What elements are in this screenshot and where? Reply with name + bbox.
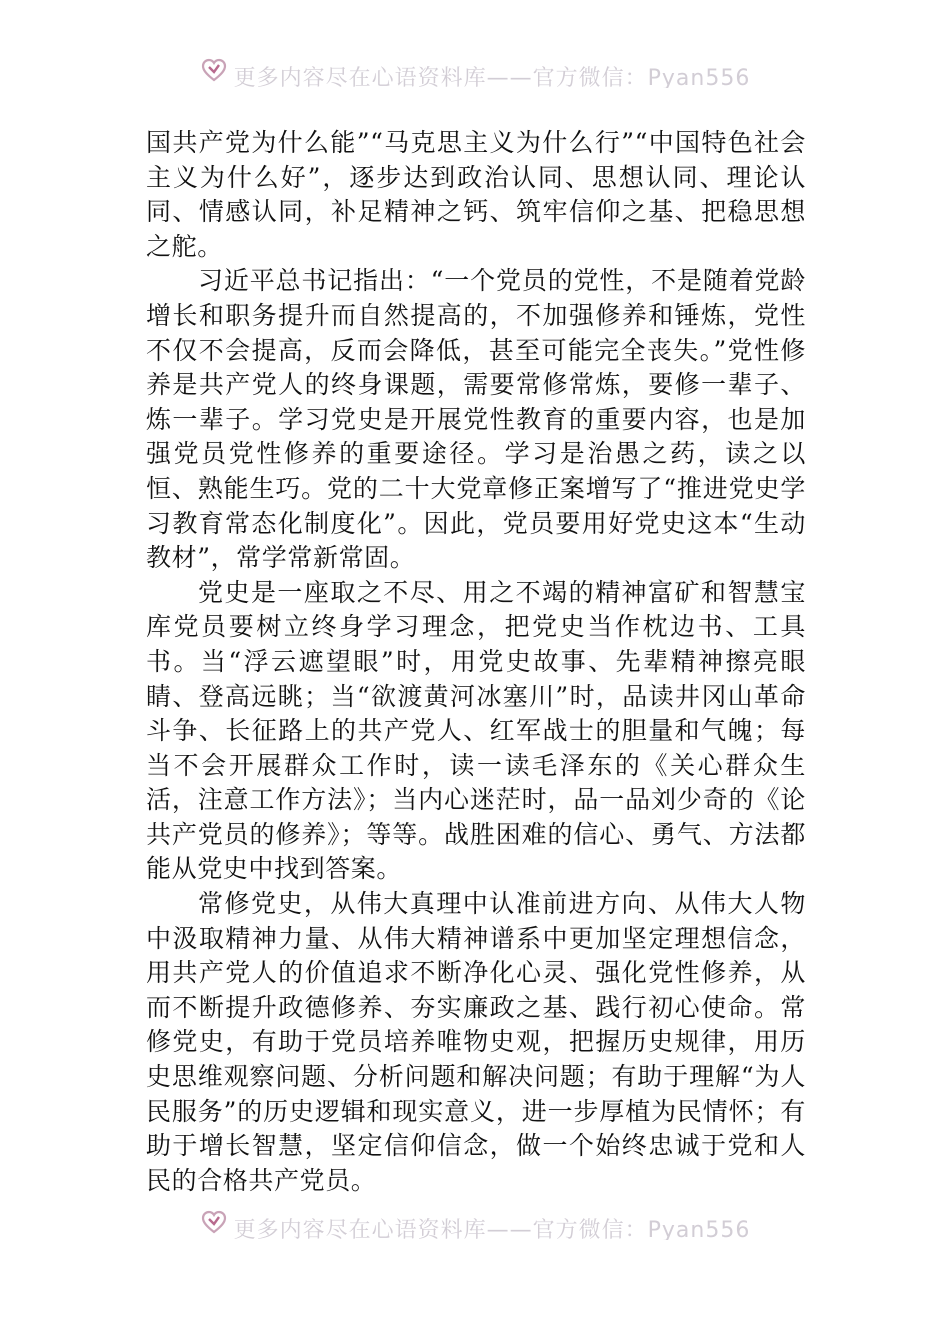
watermark-text: 更多内容尽在心语资料库——官方微信：Pyan556 — [233, 65, 751, 88]
heart-logo-icon — [200, 1208, 228, 1236]
footer-watermark — [0, 1204, 950, 1240]
header-watermark — [0, 52, 950, 88]
paragraph: 国共产党为什么能”“马克思主义为什么行”“中国特色社会主义为什么好”，逐步达到政治认同、思想认同、理论认同、情感认同，补足精神之钙、筑牢信仰之基、把稳思想之舵。 — [146, 128, 806, 261]
document-body — [146, 126, 806, 1198]
heart-logo-icon — [200, 56, 228, 84]
watermark-text: 更多内容尽在心语资料库——官方微信：Pyan556 — [233, 1217, 751, 1240]
paragraph: 党史是一座取之不尽、用之不竭的精神富矿和智慧宝库党员要树立终身学习理念，把党史当作枕边书、工具书。当“浮云遮望眼”时，用党史故事、先辈精神擦亮眼睛、登高远眺；当“欲渡黄河冰塞川”时，品读井冈山革命斗争、长征路上的共产党人、红军战士的胆量和气魄；每当不会开展群众工作时，读一读毛泽东的《关心群众生活，注意工作方法》；当内心迷茫时，品一品刘少奇的《论共产党员的修养》；等等。战胜困难的信心、勇气、方法都能从党史中找到答案。 — [146, 577, 806, 884]
paragraph: 习近平总书记指出：“一个党员的党性，不是随着党龄增长和职务提升而自然提高的，不加强修养和锤炼，党性不仅不会提高，反而会降低，甚至可能完全丧失。”党性修养是共产党人的终身课题，需要常修常炼，要修一辈子、炼一辈子。学习党史是开展党性教育的重要内容，也是加强党员党性修养的重要途径。学习是治愚之药，读之以恒、熟能生巧。党的二十大党章修正案增写了“推进党史学习教育常态化制度化”。因此，党员要用好党史这本“生动教材”，常学常新常固。 — [146, 266, 806, 573]
paragraph: 常修党史，从伟大真理中认准前进方向、从伟大人物中汲取精神力量、从伟大精神谱系中更加坚定理想信念，用共产党人的价值追求不断净化心灵、强化党性修养，从而不断提升政德修养、夯实廉政之基、践行初心使命。常修党史，有助于党员培养唯物史观，把握历史规律，用历史思维观察问题、分析问题和解决问题；有助于理解“为人民服务”的历史逻辑和现实意义，进一步厚植为民情怀；有助于增长智慧，坚定信仰信念，做一个始终忠诚于党和人民的合格共产党员。 — [146, 889, 806, 1195]
